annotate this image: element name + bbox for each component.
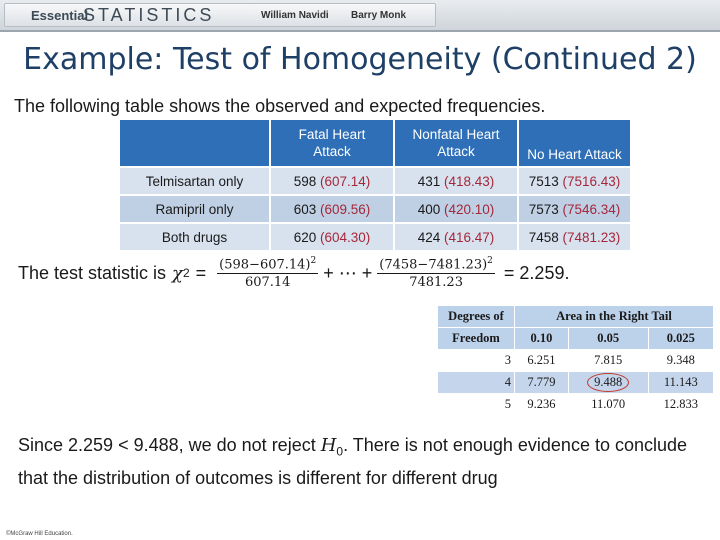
observed-value: 7458 [528,229,559,245]
intro-text: The following table shows the observed and expected frequencies. [14,96,546,116]
chi-subheader-row [438,328,714,350]
hypothesis-subscript: 0 [336,444,344,459]
expected-value: (609.56) [320,201,371,217]
copyright-footer: ©McGraw Hill Education. [6,531,73,537]
header-freedom: Freedom [438,328,515,350]
critical-value: 12.833 [648,394,713,416]
critical-value: 11.070 [568,394,648,416]
highlight-circle: 9.488 [587,373,629,392]
expected-value: (420.10) [444,201,495,217]
numerator-text: (7458−7481.23) [379,257,488,273]
table-row [120,223,630,250]
critical-value-highlighted [568,372,648,394]
fraction-denominator: 7481.23 [409,275,463,291]
fraction-denominator: 607.14 [244,275,291,291]
expected-value: (7546.34) [562,201,621,217]
observed-value: 620 [293,229,317,245]
equals-sign: = [195,262,207,283]
observed-value: 424 [417,229,441,245]
table-cell [270,195,394,223]
expected-value: (416.47) [444,229,495,245]
table-row [438,394,714,416]
chi-header-row [438,306,714,328]
fraction-numerator [377,256,495,274]
observed-value: 431 [417,173,441,189]
brand-statistics: STATISTICS [83,5,215,25]
chi-symbol: χ [172,262,183,284]
author-1: William Navidi [261,10,329,21]
numerator-text: (598−607.14) [219,257,311,273]
row-label: Both drugs [120,223,270,250]
brand-logo [4,3,436,27]
table-row [120,195,630,223]
statistic-lead: The test statistic is [18,262,167,283]
df-value: 5 [438,394,515,416]
table-cell [518,195,630,223]
table-cell [394,195,518,223]
table-cell [518,167,630,195]
header-fatal: Fatal Heart Attack [270,120,394,167]
hypothesis-symbol: H [320,435,337,456]
observed-value: 7573 [528,201,559,217]
expected-value: (418.43) [444,173,495,189]
conclusion-part-2: . There is not enough evidence to conclude that the distribution of outcomes is different for different drug [18,435,688,488]
ellipsis-sum: + ⋯ + [323,262,373,283]
conclusion-text [18,432,708,491]
numerator-exponent: 2 [487,255,493,266]
table-row [438,350,714,372]
fraction-first [217,256,318,290]
expected-value: (7516.43) [562,173,621,189]
df-value: 3 [438,350,515,372]
observed-value: 7513 [528,173,559,189]
header-nonfatal: Nonfatal Heart Attack [394,120,518,167]
test-statistic-line [18,252,569,294]
expected-value: (604.30) [320,229,371,245]
observed-value: 400 [417,201,441,217]
header-alpha: 0.05 [568,328,648,350]
table-cell [394,167,518,195]
critical-value: 6.251 [515,350,569,372]
fraction-last [377,256,495,290]
critical-value: 7.815 [568,350,648,372]
df-value: 4 [438,372,515,394]
brand-essential: Essential [31,8,89,23]
row-label: Ramipril only [120,195,270,223]
observed-value: 598 [293,173,317,189]
numerator-exponent: 2 [310,255,317,266]
table-cell [394,223,518,250]
table-cell [270,223,394,250]
expected-value: (7481.23) [562,229,621,245]
expected-value: (607.14) [320,173,371,189]
header-blank [120,120,270,167]
frequency-table-header [120,120,630,167]
author-2: Barry Monk [351,10,407,21]
critical-value: 11.143 [648,372,713,394]
table-cell [270,167,394,195]
observed-value: 603 [293,201,317,217]
row-label: Telmisartan only [120,167,270,195]
chi-square-table [438,305,714,415]
header-no-heart-attack: No Heart Attack [518,120,630,167]
conclusion-part-1: Since 2.259 < 9.488, we do not reject [18,435,316,455]
header-banner [0,0,720,32]
fraction-numerator [217,256,318,274]
critical-value: 9.348 [648,350,713,372]
critical-value: 9.236 [515,394,569,416]
frequency-table [120,120,630,250]
chi-exponent: 2 [182,266,190,280]
statistic-result: = 2.259. [503,262,570,283]
header-degrees-of: Degrees of [438,306,515,328]
critical-value: 7.779 [515,372,569,394]
slide-title: Example: Test of Homogeneity (Continued 2) [23,42,697,77]
header-area-right-tail: Area in the Right Tail [515,306,714,328]
table-cell [518,223,630,250]
table-row [120,167,630,195]
header-alpha: 0.025 [648,328,713,350]
header-alpha: 0.10 [515,328,569,350]
table-row [438,372,714,394]
